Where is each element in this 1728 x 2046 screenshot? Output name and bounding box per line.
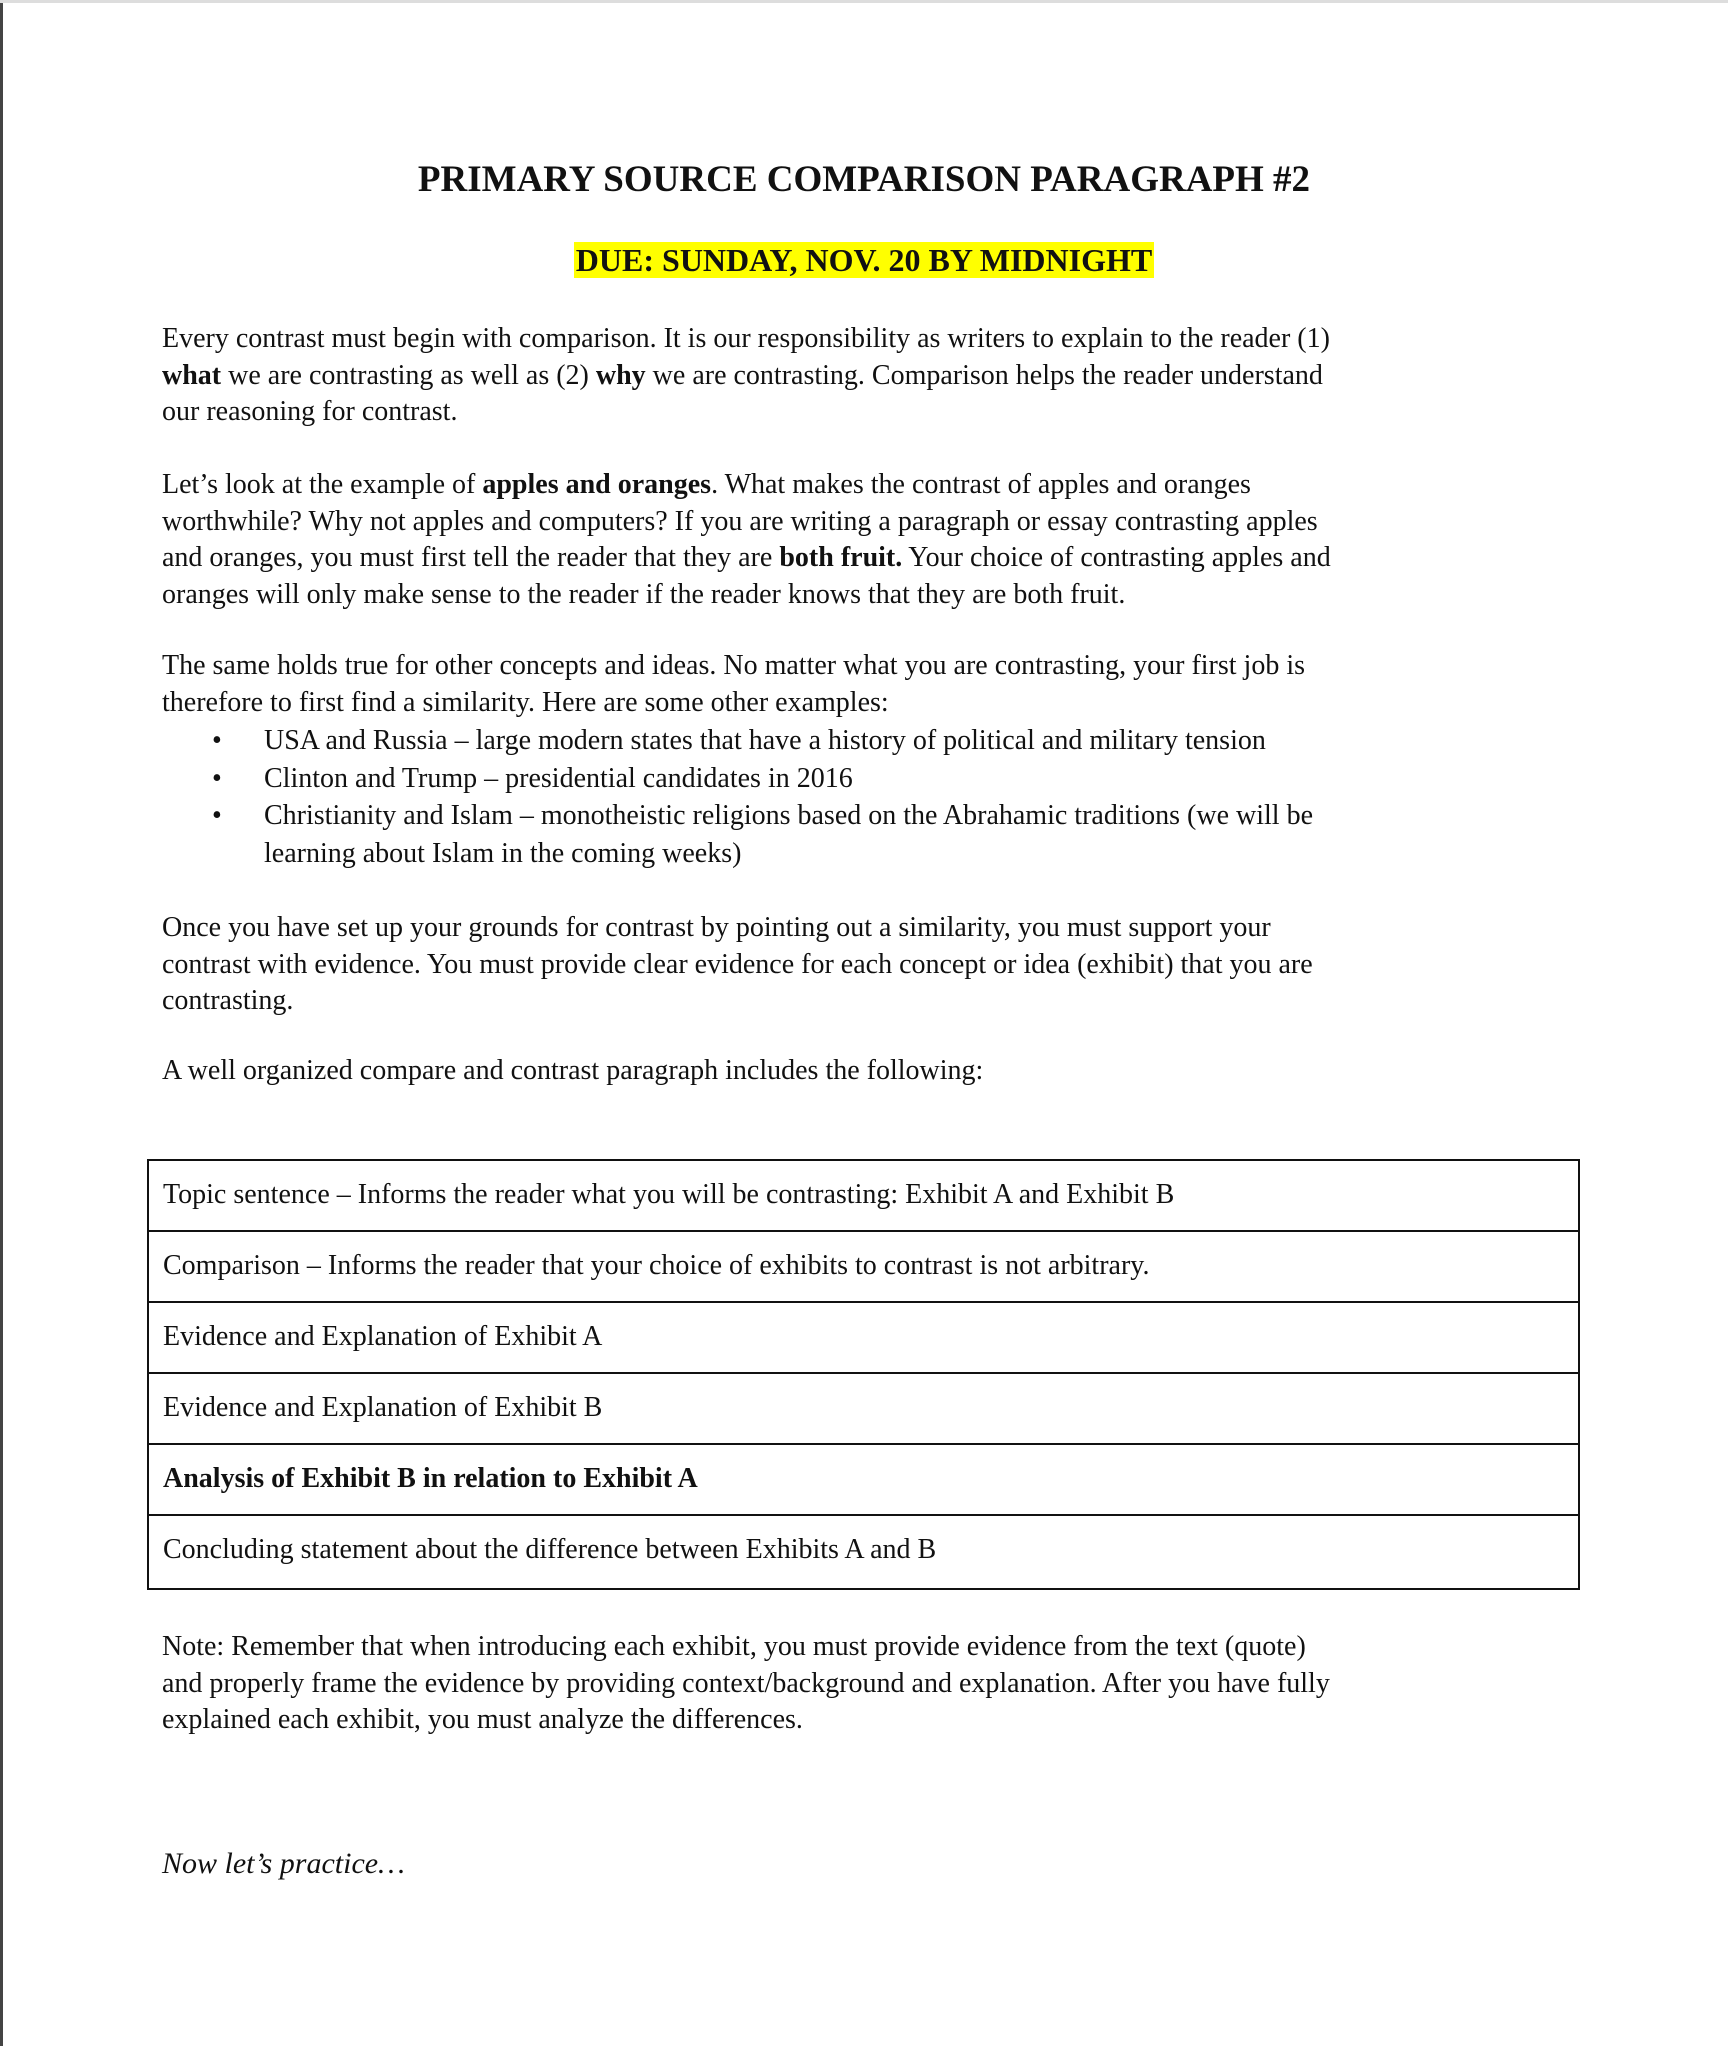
table-row: Comparison – Informs the reader that your choice of exhibits to contrast is not arbitrary.: [149, 1232, 1578, 1303]
examples-list: [162, 722, 1313, 872]
paragraph-apples-oranges: [162, 467, 1331, 613]
paragraph-similarity: [162, 648, 1305, 721]
text-run: therefore to first find a similarity. Here are some other examples:: [162, 686, 889, 718]
text-run: The same holds true for other concepts and ideas. No matter what you are contrasting, your first job is: [162, 650, 1306, 681]
window-top-edge: [0, 0, 1728, 3]
text-run: contrast with evidence. You must provide clear evidence for each concept or idea (exhibit) that you are: [162, 948, 1313, 980]
list-item-text: Christianity and Islam – monotheistic religions based on the Abrahamic traditions (we will be: [264, 800, 1314, 831]
text-line: [162, 685, 1305, 722]
paragraph-structure-table: [147, 1159, 1580, 1590]
text-line: [162, 1666, 1330, 1703]
text-line: [162, 358, 1330, 395]
text-run: our reasoning for contrast.: [162, 396, 458, 428]
list-item-text: USA and Russia – large modern states that have a history of political and military tension: [264, 725, 1266, 756]
table-row: Evidence and Explanation of Exhibit A: [149, 1303, 1578, 1374]
text-run: oranges will only make sense to the reader if the reader knows that they are both fruit.: [162, 578, 1126, 610]
text-line: [162, 394, 1330, 431]
text-line: [162, 1702, 1330, 1739]
text-run: Note: Remember that when introducing each exhibit, you must provide evidence from the text (quote): [162, 1631, 1306, 1662]
table-row: Evidence and Explanation of Exhibit B: [149, 1374, 1578, 1445]
text-run: A well organized compare and contrast paragraph includes the following:: [162, 1055, 984, 1086]
bold-text: why: [595, 359, 646, 391]
bold-text: what: [162, 359, 222, 391]
text-line: [162, 577, 1331, 614]
text-run: and oranges, you must first tell the reader that they are: [162, 542, 780, 574]
text-run: and properly frame the evidence by providing context/background and explanation. After you have fully: [162, 1667, 1330, 1699]
due-date-line: [0, 242, 1728, 279]
table-row: Concluding statement about the difference between Exhibits A and B: [163, 1534, 937, 1565]
text-run: worthwhile? Why not apples and computers? If you are writing a paragraph or essay contrasting apples: [162, 505, 1318, 537]
text-run: contrasting.: [162, 985, 294, 1017]
list-item: [162, 760, 1313, 798]
text-line: [162, 467, 1331, 504]
text-run: Let’s look at the example of: [162, 469, 483, 500]
due-date-highlight: DUE: SUNDAY, NOV. 20 BY MIDNIGHT: [575, 242, 1153, 278]
table-row: Analysis of Exhibit B in relation to Exhibit A: [149, 1445, 1578, 1516]
bullet-icon: •: [212, 800, 222, 831]
practice-prompt: Now let’s practice…: [162, 1847, 405, 1880]
text-run: . What makes the contrast of apples and oranges: [711, 469, 1251, 500]
page-title: PRIMARY SOURCE COMPARISON PARAGRAPH #2: [417, 159, 1311, 200]
list-item-text: learning about Islam in the coming weeks): [264, 837, 742, 869]
text-line: [162, 983, 1313, 1020]
text-line: [162, 504, 1331, 541]
text-line: [162, 947, 1313, 984]
text-line: [162, 540, 1331, 577]
text-line: [162, 321, 1330, 358]
table-row: Topic sentence – Informs the reader what you will be contrasting: Exhibit A and Exhibit B: [149, 1161, 1578, 1232]
bold-text: both fruit.: [779, 542, 903, 574]
bullet-icon: •: [212, 762, 222, 794]
list-item-text: Clinton and Trump – presidential candidates in 2016: [264, 762, 853, 794]
text-run: Once you have set up your grounds for contrast by pointing out a similarity, you must support your: [162, 912, 1271, 943]
window-left-edge: [0, 0, 3, 2046]
text-run: we are contrasting as well as (2): [221, 359, 596, 391]
text-line: [162, 1629, 1330, 1666]
text-line: [162, 648, 1305, 685]
paragraph-evidence: [162, 910, 1313, 1020]
text-line: [162, 910, 1313, 947]
list-item: [162, 722, 1313, 760]
text-line: [162, 1053, 983, 1090]
paragraph-table-intro: [162, 1053, 983, 1090]
text-run: explained each exhibit, you must analyze the differences.: [162, 1704, 803, 1736]
text-run: Your choice of contrasting apples and: [902, 542, 1331, 574]
paragraph-note: [162, 1629, 1330, 1739]
bullet-icon: •: [212, 725, 222, 756]
text-run: Every contrast must begin with comparison. It is our responsibility as writers to explain to the reader (1): [162, 323, 1330, 354]
bold-text: apples and oranges: [482, 469, 712, 500]
list-item: [162, 797, 1313, 872]
paragraph-intro: [162, 321, 1330, 431]
text-run: we are contrasting. Comparison helps the reader understand: [645, 359, 1323, 391]
